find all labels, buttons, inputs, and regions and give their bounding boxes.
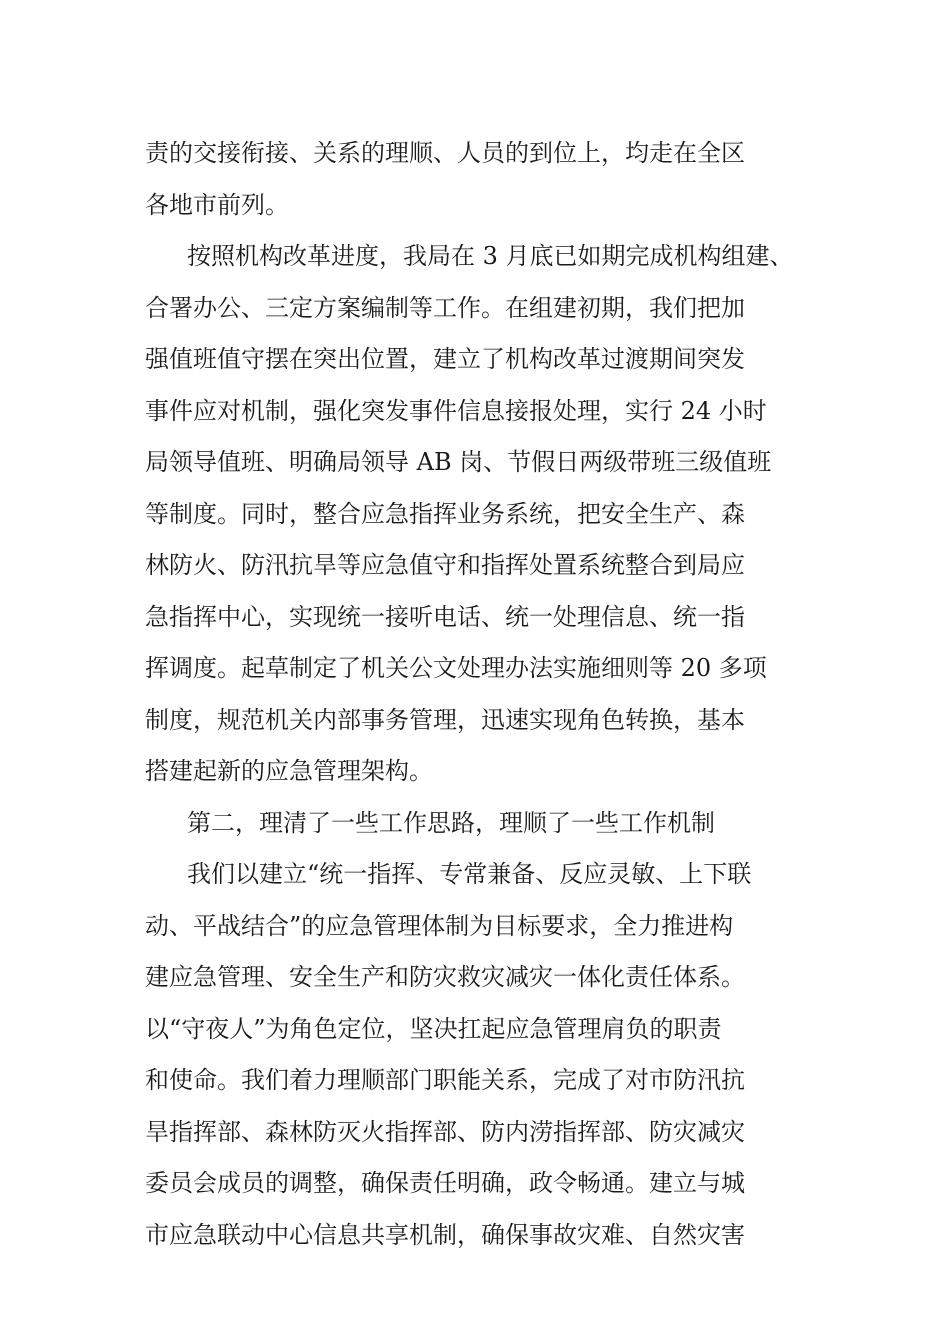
paragraph-start-line: 按照机构改革进度，我局在 3 月底已如期完成机构组建、 xyxy=(187,242,794,270)
paragraph-start-line: 我们以建立“统一指挥、专常兼备、反应灵敏、上下联 xyxy=(187,860,752,888)
section-heading: 第二，理清了一些工作思路，理顺了一些工作机制 xyxy=(187,808,715,837)
text-line: 合署办公、三定方案编制等工作。在组建初期，我们把加 xyxy=(145,293,745,322)
text-line: 动、平战结合”的应急管理体制为目标要求，全力推进构 xyxy=(145,911,734,940)
text-line: 旱指挥部、森林防灭火指挥部、防内涝指挥部、防灾减灾 xyxy=(145,1117,745,1146)
text-line: 搭建起新的应急管理架构。 xyxy=(145,757,433,785)
text-line: 强值班值守摆在突出位置，建立了机构改革过渡期间突发 xyxy=(145,345,745,373)
text-line: 急指挥中心，实现统一接听电话、统一处理信息、统一指 xyxy=(145,602,745,631)
text-line: 挥调度。起草制定了机关公文处理办法实施细则等 20 多项 xyxy=(145,654,767,682)
text-line: 责的交接衔接、关系的理顺、人员的到位上，均走在全区 xyxy=(145,139,745,167)
text-line: 局领导值班、明确局领导 AB 岗、节假日两级带班三级值班 xyxy=(145,448,772,476)
text-line: 市应急联动中心信息共享机制，确保事故灾难、自然灾害 xyxy=(145,1220,745,1249)
text-line: 林防火、防汛抗旱等应急值守和指挥处置系统整合到局应 xyxy=(145,551,745,579)
text-line: 以“守夜人”为角色定位，坚决扛起应急管理肩负的职责 xyxy=(145,1014,722,1043)
text-line: 制度，规范机关内部事务管理，迅速实现角色转换，基本 xyxy=(145,705,745,734)
text-line: 和使命。我们着力理顺部门职能关系，完成了对市防汛抗 xyxy=(145,1066,745,1094)
text-line: 委员会成员的调整，确保责任明确，政令畅通。建立与城 xyxy=(145,1169,745,1197)
text-line: 建应急管理、安全生产和防灾救灾减灾一体化责任体系。 xyxy=(145,963,745,991)
text-line: 各地市前列。 xyxy=(145,190,289,219)
text-line: 等制度。同时，整合应急指挥业务系统，把安全生产、森 xyxy=(145,499,745,528)
document-body xyxy=(145,128,825,1261)
text-line: 事件应对机制，强化突发事件信息接报处理，实行 24 小时 xyxy=(145,396,767,425)
